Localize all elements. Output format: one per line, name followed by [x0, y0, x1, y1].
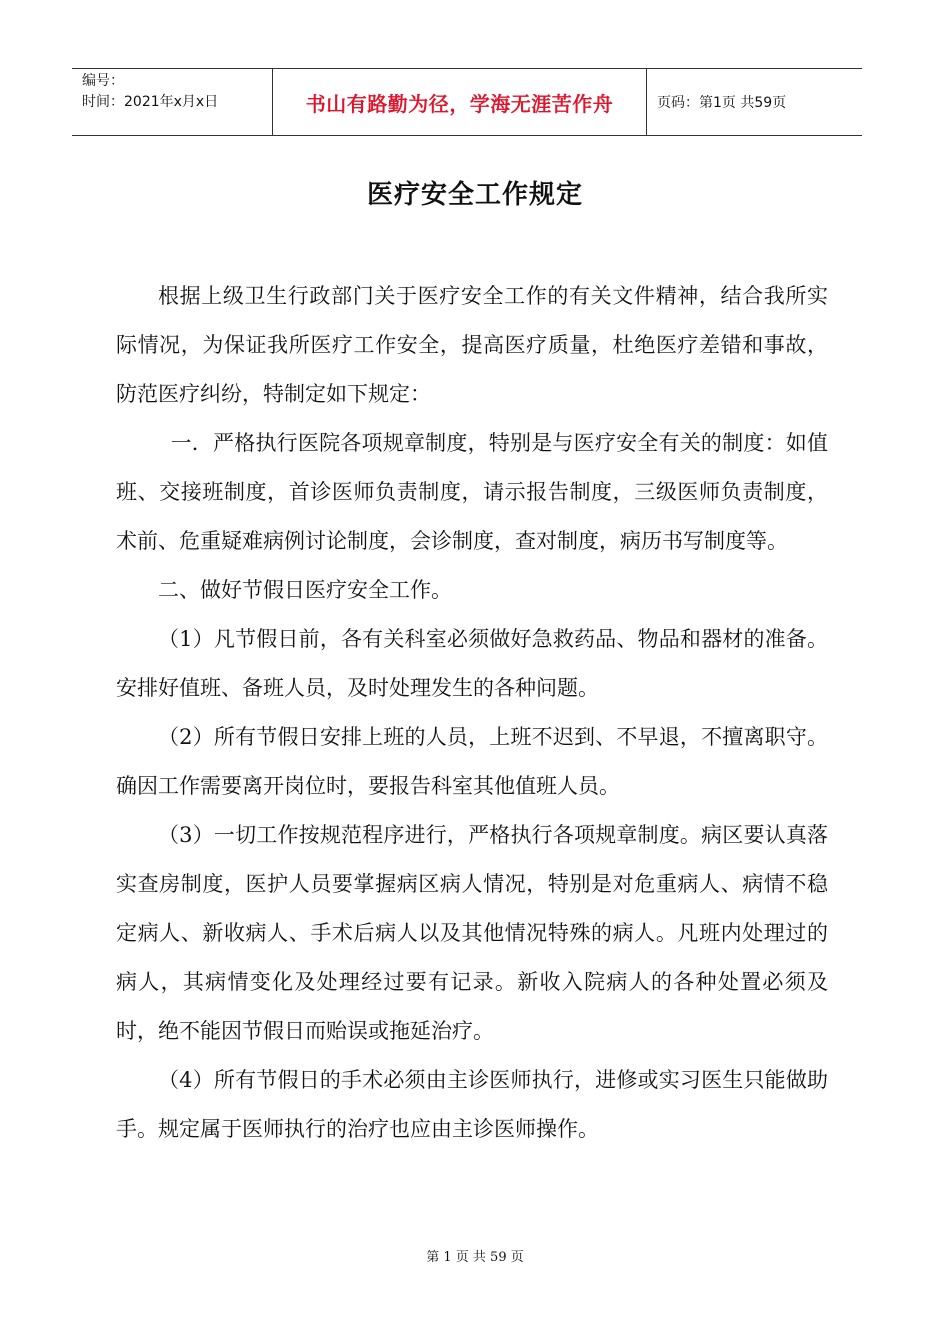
document-header	[72, 68, 862, 136]
header-motto: 书山有路勤为径，学海无涯苦作舟	[273, 69, 647, 135]
paragraph-item-1: （1）凡节假日前，各有关科室必须做好急救药品、物品和器材的准备。安排好值班、备班人员，及时处理发生的各种问题。	[116, 627, 828, 700]
header-meta	[72, 69, 273, 135]
document-title: 医疗安全工作规定	[366, 180, 583, 210]
number-label: 编号：	[82, 73, 124, 89]
header-page-info: 页码：第1页 共59页	[657, 95, 787, 111]
paragraph-rule-1: 一．严格执行医院各项规章制度，特别是与医疗安全有关的制度：如值班、交接班制度，首诊医师负责制度，请示报告制度，三级医师负责制度，术前、危重疑难病例讨论制度，会诊制度，查对制度，病历书写制度等。	[116, 431, 828, 553]
paragraph-item-4: （4）所有节假日的手术必须由主诊医师执行，进修或实习医生只能做助手。规定属于医师执行的治疗也应由主诊医师操作。	[116, 1068, 828, 1141]
time-label: 时间：2021年x月x日	[82, 94, 219, 110]
paragraph-rule-2: 二、做好节假日医疗安全工作。	[158, 578, 452, 602]
paragraph-item-3: （3）一切工作按规范程序进行，严格执行各项规章制度。病区要认真落实查房制度，医护人员要掌握病区病人情况，特别是对危重病人、病情不稳定病人、新收病人、手术后病人以及其他情况特殊的病人。凡班内处理过的病人，其病情变化及处理经过要有记录。新收入院病人的各种处置必须及时，绝不能因节假日而贻误或拖延治疗。	[116, 823, 828, 1043]
document-body	[116, 272, 828, 1154]
paragraph-intro: 根据上级卫生行政部门关于医疗安全工作的有关文件精神，结合我所实际情况，为保证我所医疗工作安全，提高医疗质量，杜绝医疗差错和事故，防范医疗纠纷，特制定如下规定：	[116, 284, 828, 406]
paragraph-item-2: （2）所有节假日安排上班的人员，上班不迟到、不早退，不擅离职守。确因工作需要离开岗位时，要报告科室其他值班人员。	[116, 725, 828, 798]
page-footer: 第 1 页 共 59 页	[426, 1250, 524, 1265]
